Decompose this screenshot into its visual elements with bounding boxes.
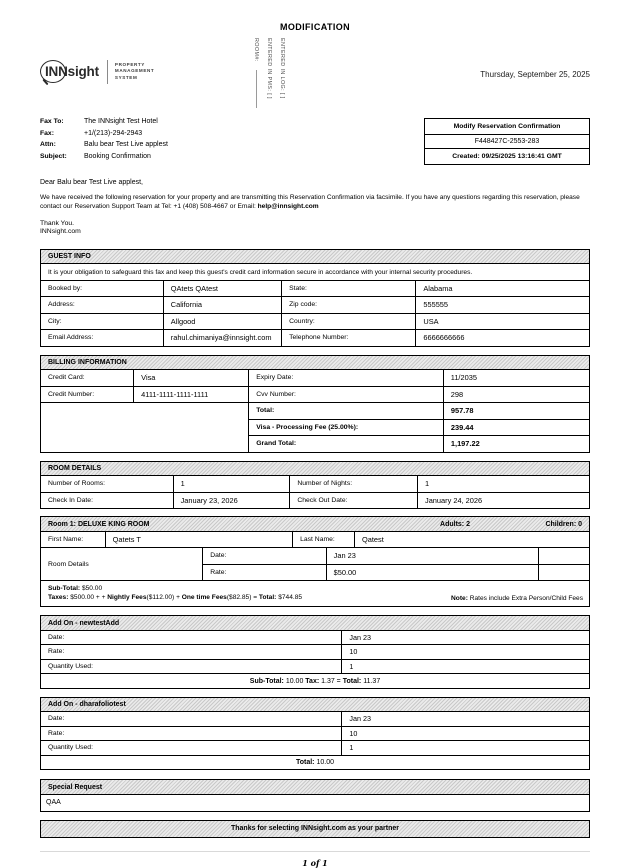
addon-dharafoliotest-section xyxy=(40,697,590,771)
addon-date-label: Date: xyxy=(41,712,342,726)
logo-text-inn: INN xyxy=(45,64,68,79)
table-row xyxy=(41,660,589,675)
addon-quantity-label: Quantity Used: xyxy=(41,660,342,674)
table-row xyxy=(249,403,589,420)
grand-total-label: Grand Total: xyxy=(249,436,444,452)
addon-total-label: Total: xyxy=(342,677,362,685)
confirmation-box-title: Modify Reservation Confirmation xyxy=(425,119,589,135)
check-in-date-value: January 23, 2026 xyxy=(174,493,291,509)
credit-card-label: Credit Card: xyxy=(41,370,134,386)
state-value: Alabama xyxy=(423,283,453,293)
room-details-header: ROOM DETAILS xyxy=(41,462,589,477)
room-1-section xyxy=(40,516,590,607)
fax-header-area xyxy=(40,118,590,170)
thanks-banner: Thanks for selecting INNsight.com as your partner xyxy=(40,820,590,838)
fax-number-value: +1/(213)-294-2943 xyxy=(84,129,143,137)
telephone-value: 6666666666 xyxy=(423,333,465,343)
telephone-label: Telephone Number: xyxy=(282,330,416,346)
fax-to-value: The INNsight Test Hotel xyxy=(84,118,158,125)
addon-tax-label: Tax: xyxy=(305,677,320,685)
cvv-number-value: 298 xyxy=(450,389,464,399)
support-email: help@innsight.com xyxy=(257,202,319,210)
logo-text-sight: sight xyxy=(67,64,99,79)
billing-totals xyxy=(41,403,589,452)
document-title: MODIFICATION xyxy=(279,22,351,32)
table-row xyxy=(41,741,589,756)
grand-total-value: 1,197.22 xyxy=(450,439,480,449)
state-label: State: xyxy=(282,281,416,297)
table-row xyxy=(41,493,589,509)
nightly-fees-label: Nightly Fees xyxy=(107,594,147,602)
number-of-rooms-value: 1 xyxy=(174,476,291,492)
addon-rate-value: 10 xyxy=(349,728,358,738)
table-row xyxy=(41,297,589,314)
tagline-management: MANAGEMENT xyxy=(114,68,155,74)
fax-number-label: Fax: xyxy=(40,129,54,137)
table-row xyxy=(41,712,589,727)
signature-line: INNsight.com xyxy=(40,228,81,236)
special-request-value: QAA xyxy=(46,798,61,806)
last-name-value: Qatest xyxy=(361,534,384,544)
thank-you-line: Thank You. xyxy=(40,219,75,227)
room-rate-table xyxy=(41,548,589,581)
city-value: Allgood xyxy=(164,314,282,330)
number-of-nights-label: Number of Nights: xyxy=(290,476,418,492)
table-row xyxy=(41,330,589,346)
date-label: Date: xyxy=(203,548,326,564)
guest-security-note: It is your obligation to safeguard this fax and keep this guest's credit card information secure in accordance with your internal security procedures. xyxy=(41,264,589,281)
room-total-value: $744.85 xyxy=(276,594,303,602)
table-row xyxy=(41,314,589,331)
address-value: California xyxy=(164,297,282,313)
note-label: Note: xyxy=(451,595,468,603)
subject-value: Booking Confirmation xyxy=(84,152,151,160)
subject-label: Subject: xyxy=(40,152,67,160)
addon-rate-value: 10 xyxy=(349,647,358,657)
innsight-logo xyxy=(40,58,154,85)
room-details-label: Room Details xyxy=(41,548,203,580)
first-name-value: Qatets T xyxy=(106,532,293,548)
guest-info-section xyxy=(40,249,590,347)
taxes-amount: $500.00 + + xyxy=(68,594,108,602)
country-value: USA xyxy=(423,316,439,326)
stamp-log-label: ENTERED IN LOG: [ ] xyxy=(279,38,285,99)
addon-quantity-label: Quantity Used: xyxy=(41,741,342,755)
taxes-label: Taxes: xyxy=(48,594,69,602)
table-row xyxy=(249,420,589,437)
table-row xyxy=(41,727,589,742)
email-address-value: rahul.chimaniya@innsight.com xyxy=(164,330,282,346)
credit-number-value: 4111-1111-1111-1111 xyxy=(134,387,249,403)
addon-rate-label: Rate: xyxy=(41,727,342,741)
table-row xyxy=(41,631,589,646)
check-in-date-label: Check In Date: xyxy=(41,493,174,509)
table-row xyxy=(41,532,589,549)
addon-quantity-value: 1 xyxy=(349,743,354,753)
tagline-property: PROPERTY xyxy=(114,61,145,67)
addon-dharafoliotest-header: Add On - dharafoliotest xyxy=(41,698,589,713)
logo-divider xyxy=(107,60,108,84)
one-time-fees-label: One time Fees xyxy=(181,594,227,602)
logo-tagline xyxy=(115,62,154,82)
note-text: Rates include Extra Person/Child Fees xyxy=(467,595,583,603)
addon-total-value: 11.37 xyxy=(361,677,381,685)
table-row xyxy=(203,565,589,581)
addon-totals-line xyxy=(41,674,589,688)
addon-date-value: Jan 23 xyxy=(349,632,371,642)
document-date: Thursday, September 25, 2025 xyxy=(480,70,590,79)
booked-by-label: Booked by: xyxy=(41,281,164,297)
billing-totals-spacer xyxy=(41,403,249,452)
room-subtotal-label: Sub-Total: xyxy=(48,585,81,593)
room-details-section xyxy=(40,461,590,510)
table-row xyxy=(41,645,589,660)
total-value: 957.78 xyxy=(450,406,474,416)
stamp-room-number xyxy=(253,38,259,112)
magnifier-logo-icon xyxy=(40,58,101,85)
adults-count: Adults: 2 xyxy=(440,520,470,528)
processing-fee-value: 239.44 xyxy=(450,422,474,432)
nightly-fees-amount: ($112.00) + xyxy=(146,594,182,602)
addon-date-label: Date: xyxy=(41,631,342,645)
rate-label: Rate: xyxy=(203,565,326,581)
one-time-fees-amount: ($82.85) = xyxy=(226,594,259,602)
addon-date-value: Jan 23 xyxy=(349,714,371,724)
addon-total-label: Total: xyxy=(295,759,315,767)
table-row xyxy=(41,370,589,387)
credit-number-label: Credit Number: xyxy=(41,387,134,403)
first-name-label: First Name: xyxy=(41,532,106,548)
table-row xyxy=(203,548,589,565)
empty-cell xyxy=(539,548,589,564)
attn-label: Attn: xyxy=(40,141,56,148)
date-value: Jan 23 xyxy=(327,548,539,564)
table-row xyxy=(41,281,589,298)
special-request-section xyxy=(40,779,590,812)
check-out-date-label: Check Out Date: xyxy=(290,493,418,509)
document-page xyxy=(40,0,590,868)
billing-information-header: BILLING INFORMATION xyxy=(41,356,589,371)
tagline-system: SYSTEM xyxy=(114,74,138,80)
special-request-header: Special Request xyxy=(41,780,589,795)
stamp-entered-log xyxy=(279,38,285,112)
children-count: Children: 0 xyxy=(545,520,582,528)
country-label: Country: xyxy=(282,314,416,330)
number-of-rooms-label: Number of Rooms: xyxy=(41,476,174,492)
addon-newtestadd-section xyxy=(40,615,590,689)
zip-code-value: 555555 xyxy=(423,300,449,310)
expiry-date-value: 11/2035 xyxy=(450,373,477,383)
room-subtotal-value: $50.00 xyxy=(80,585,103,593)
stamp-room-blank-line xyxy=(256,70,257,108)
empty-cell xyxy=(539,565,589,581)
email-address-label: Email Address: xyxy=(41,330,164,346)
confirmation-created-timestamp: Created: 09/25/2025 13:16:41 GMT xyxy=(452,153,562,160)
room-total-label: Total: xyxy=(258,594,277,602)
check-out-date-value: January 24, 2026 xyxy=(425,495,483,505)
rates-note xyxy=(451,595,583,602)
stamp-entered-pms xyxy=(266,38,272,112)
attn-value: Balu bear Test Live applest xyxy=(84,141,168,148)
total-label: Total: xyxy=(249,403,444,419)
stamp-pms-label: ENTERED IN PMS: [ ] xyxy=(266,38,272,99)
guest-info-header: GUEST INFO xyxy=(41,250,589,265)
room-1-title: Room 1: DELUXE KING ROOM xyxy=(48,520,150,528)
addon-quantity-value: 1 xyxy=(349,661,354,671)
cvv-number-label: Cvv Number: xyxy=(249,387,444,403)
number-of-nights-value: 1 xyxy=(425,479,430,489)
table-row xyxy=(249,436,589,452)
letter-closing xyxy=(40,220,590,237)
addon-rate-label: Rate: xyxy=(41,645,342,659)
addon-tax-value: 1.37 = xyxy=(319,677,343,685)
letter-body xyxy=(40,194,590,212)
document-header xyxy=(40,38,590,112)
processing-fee-label: Visa - Processing Fee (25.00%): xyxy=(249,420,444,436)
room-1-header xyxy=(41,517,589,532)
letter-body-text: We have received the following reservation for your property and are transmitting this Reservation Confirmation via facsimile. If you have any questions regarding this reservation, please contact our Reservation Support Team at Tel: +1 (408) 508-4667 or Email: xyxy=(40,194,580,210)
addon-subtotal-label: Sub-Total: xyxy=(249,677,284,685)
room-1-summary xyxy=(41,581,589,606)
addon-newtestadd-header: Add On - newtestAdd xyxy=(41,616,589,631)
addon-total-value: 10.00 xyxy=(314,759,334,767)
room-taxes-line xyxy=(48,593,451,602)
fax-to-label: Fax To: xyxy=(40,118,64,125)
modify-reservation-confirmation-box xyxy=(424,118,590,165)
letter-salutation: Dear Balu bear Test Live applest, xyxy=(40,179,143,186)
addon-subtotal-value: 10.00 xyxy=(283,677,306,685)
room-subtotal-line xyxy=(48,584,451,593)
booked-by-value: QAtets QAtest xyxy=(164,281,282,297)
credit-card-value: Visa xyxy=(134,370,249,386)
table-row xyxy=(41,476,589,493)
zip-code-label: Zip code: xyxy=(282,297,416,313)
rate-value: $50.00 xyxy=(327,565,539,581)
billing-information-section xyxy=(40,355,590,453)
last-name-label: Last Name: xyxy=(293,532,355,548)
footer-divider xyxy=(40,851,590,852)
expiry-date-label: Expiry Date: xyxy=(249,370,444,386)
page-number: 1 of 1 xyxy=(302,857,328,868)
address-label: Address: xyxy=(41,297,164,313)
confirmation-number: F448427C-2553-283 xyxy=(425,135,589,150)
city-label: City: xyxy=(41,314,164,330)
entry-stamp xyxy=(253,38,285,112)
addon-totals-line xyxy=(41,756,589,770)
stamp-room-label: ROOM#: xyxy=(253,38,259,62)
table-row xyxy=(41,387,589,404)
